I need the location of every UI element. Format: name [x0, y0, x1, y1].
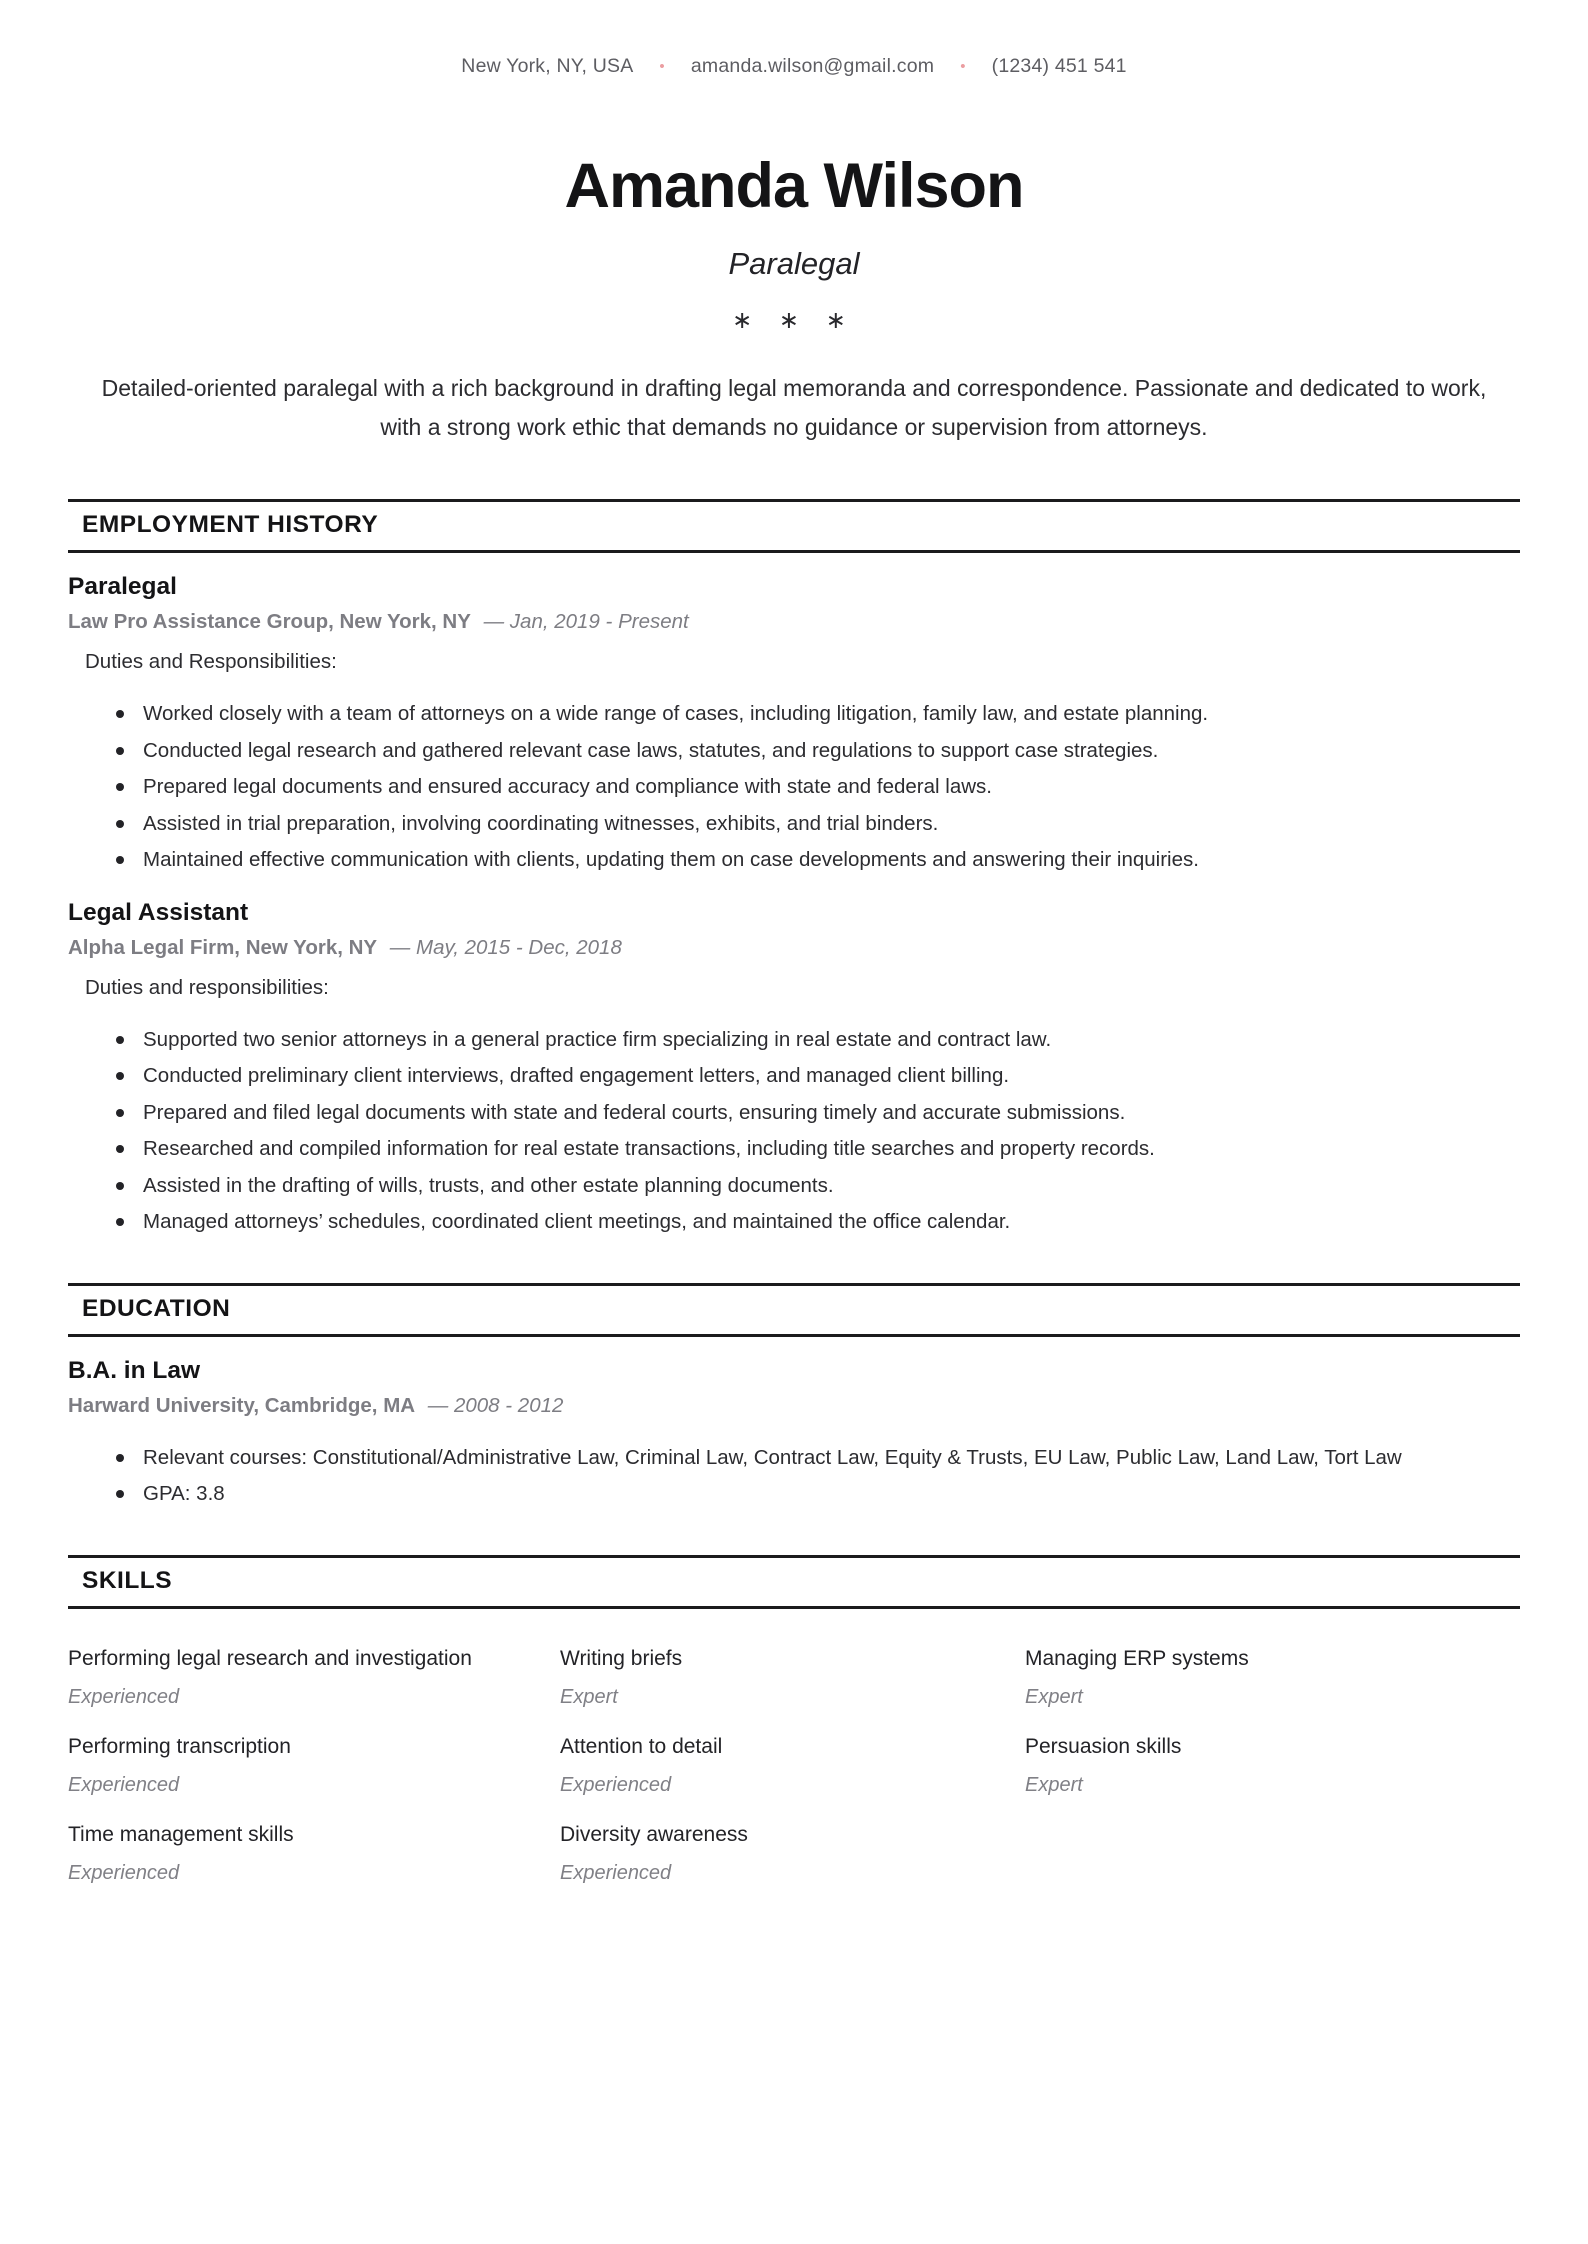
- bullet-item: Maintained effective communication with clients, updating them on case developments and answering their inquiries.: [68, 842, 1520, 879]
- skill-name: Attention to detail: [560, 1734, 723, 1758]
- bullet-item: Managed attorneys’ schedules, coordinated client meetings, and maintained the office calendar.: [68, 1204, 1520, 1241]
- job-dates: — Jan, 2019 - Present: [483, 610, 689, 633]
- section-heading-bar: [68, 1555, 1520, 1609]
- skill-item: [1025, 1727, 1520, 1805]
- skill-name: Managing ERP systems: [1025, 1646, 1249, 1670]
- education-meta: [68, 1394, 1520, 1418]
- section-heading-bar: [68, 1283, 1520, 1337]
- skill-item: [560, 1815, 1025, 1893]
- separator-dot-icon: •: [960, 58, 966, 75]
- section-heading-bar: [68, 499, 1520, 553]
- skill-item: [68, 1815, 560, 1893]
- skill-item: [560, 1639, 1025, 1717]
- skill-level: Expert: [1025, 1685, 1083, 1708]
- education-dates: — 2008 - 2012: [427, 1393, 564, 1417]
- separator-dot-icon: •: [659, 58, 665, 75]
- job-company: Alpha Legal Firm, New York, NY: [68, 935, 378, 959]
- job-title: Legal Assistant: [68, 898, 249, 926]
- job-dates: — May, 2015 - Dec, 2018: [389, 935, 622, 959]
- skill-level: Experienced: [560, 1861, 672, 1884]
- school-name: Harward University, Cambridge, MA: [68, 1393, 416, 1417]
- skill-name: Writing briefs: [560, 1646, 683, 1670]
- bullet-item: Worked closely with a team of attorneys on a wide range of cases, including litigation, family law, and estate planning.: [68, 696, 1520, 733]
- job-bullet-list: [68, 1022, 1520, 1241]
- contact-location: New York, NY, USA: [461, 55, 634, 77]
- skill-name: Diversity awareness: [560, 1822, 748, 1846]
- skill-name: Time management skills: [68, 1822, 294, 1846]
- section-education: [68, 1283, 1520, 1513]
- education-bullet-list: [68, 1440, 1520, 1513]
- skill-level: Expert: [560, 1685, 618, 1708]
- job-company: Law Pro Assistance Group, New York, NY: [68, 610, 471, 633]
- skills-grid: [68, 1639, 1520, 1893]
- job-meta: [68, 936, 1520, 960]
- contact-phone: (1234) 451 541: [991, 55, 1127, 77]
- job-duties-label: Duties and responsibilities:: [85, 975, 329, 999]
- skill-level: Expert: [1025, 1773, 1083, 1796]
- skill-item: [68, 1727, 560, 1805]
- skill-level: Experienced: [68, 1773, 180, 1796]
- bullet-item: GPA: 3.8: [68, 1476, 1520, 1513]
- skill-level: Experienced: [560, 1773, 672, 1796]
- section-skills: [68, 1555, 1520, 1893]
- profile-summary: Detailed-oriented paralegal with a rich background in drafting legal memoranda and correspondence. Passionate and dedicated to work, with a strong work ethic that demands no guidance or supervision from attorneys.: [101, 375, 1487, 440]
- employment-heading: EMPLOYMENT HISTORY: [82, 511, 379, 538]
- section-employment-history: [68, 499, 1520, 1241]
- job-entry: [68, 573, 1520, 879]
- bullet-item: Prepared and filed legal documents with state and federal courts, ensuring timely and accurate submissions.: [68, 1095, 1520, 1132]
- skill-item: [1025, 1639, 1520, 1717]
- asterisk-divider: ∗ ∗ ∗: [732, 307, 856, 334]
- skill-name: Persuasion skills: [1025, 1734, 1182, 1758]
- bullet-item: Assisted in the drafting of wills, trusts, and other estate planning documents.: [68, 1168, 1520, 1205]
- job-meta: [68, 610, 1520, 634]
- candidate-title: Paralegal: [728, 246, 860, 281]
- job-title: Paralegal: [68, 573, 177, 600]
- bullet-item: Researched and compiled information for real estate transactions, including title searches and property records.: [68, 1131, 1520, 1168]
- bullet-item: Prepared legal documents and ensured accuracy and compliance with state and federal laws.: [68, 769, 1520, 806]
- contact-bar: [68, 55, 1520, 78]
- bullet-item: Assisted in trial preparation, involving coordinating witnesses, exhibits, and trial binders.: [68, 806, 1520, 843]
- skill-item: [560, 1727, 1025, 1805]
- job-entry: [68, 899, 1520, 1241]
- job-duties-label: Duties and Responsibilities:: [85, 650, 337, 673]
- candidate-name: Amanda Wilson: [564, 151, 1024, 221]
- job-bullet-list: [68, 696, 1520, 879]
- education-heading: EDUCATION: [82, 1294, 231, 1322]
- contact-email: amanda.wilson@gmail.com: [690, 55, 935, 77]
- skill-name: Performing transcription: [68, 1734, 291, 1758]
- skill-name: Performing legal research and investigation: [68, 1646, 472, 1670]
- bullet-item: Conducted preliminary client interviews, drafted engagement letters, and managed client billing.: [68, 1058, 1520, 1095]
- skill-level: Experienced: [68, 1861, 180, 1884]
- skill-item: [68, 1639, 560, 1717]
- bullet-item: Relevant courses: Constitutional/Administrative Law, Criminal Law, Contract Law, Equity & Trusts, EU Law, Public Law, Land Law, Tort Law: [68, 1440, 1520, 1477]
- bullet-item: Conducted legal research and gathered relevant case laws, statutes, and regulations to support case strategies.: [68, 733, 1520, 770]
- bullet-item: Supported two senior attorneys in a general practice firm specializing in real estate and contract law.: [68, 1022, 1520, 1059]
- degree-title: B.A. in Law: [68, 1356, 201, 1384]
- skill-level: Experienced: [68, 1685, 180, 1708]
- skills-heading: SKILLS: [82, 1566, 173, 1594]
